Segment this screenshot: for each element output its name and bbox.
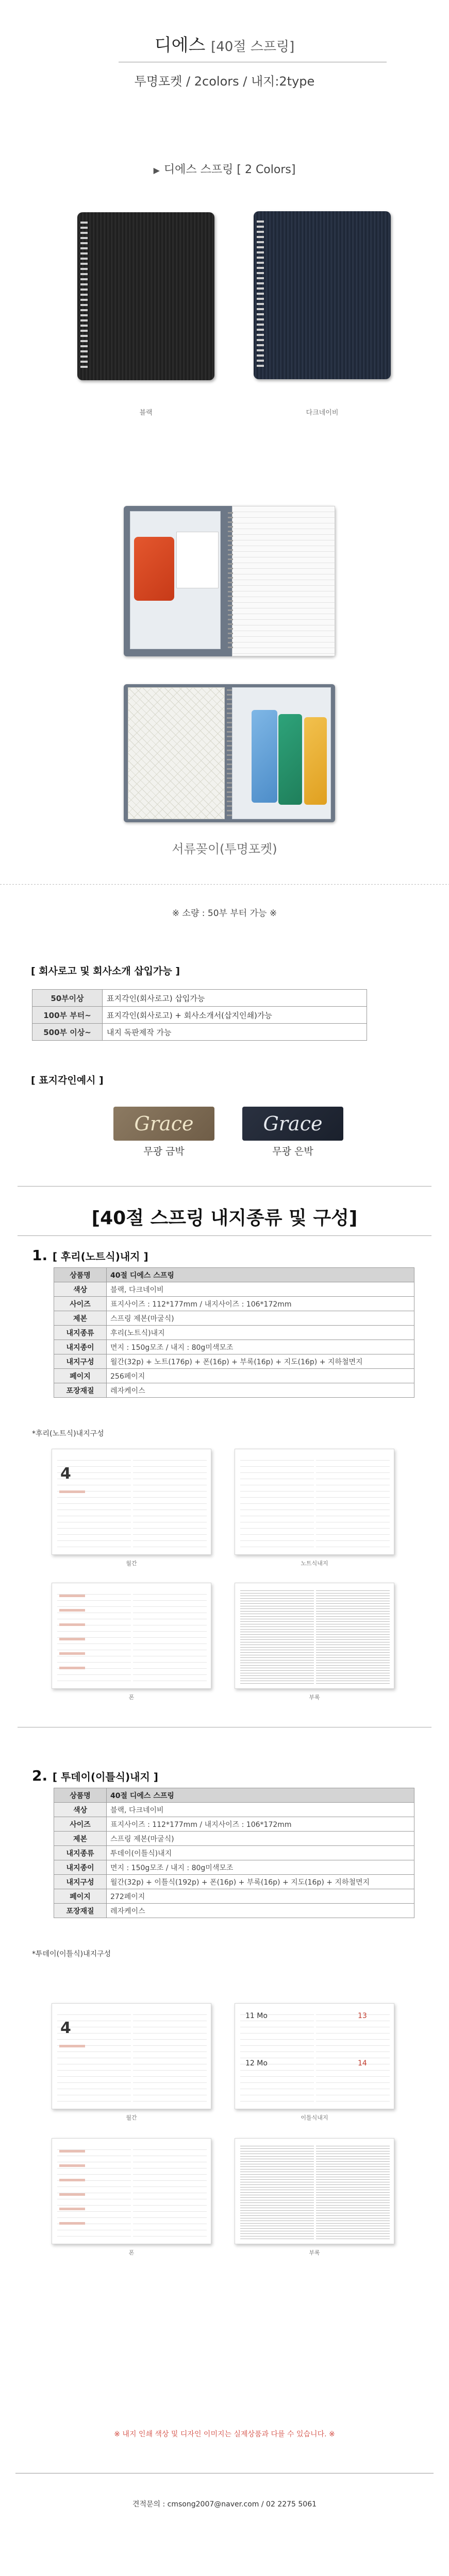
contents-title: [40절 스프링 내지종류 및 구성] — [91, 1208, 358, 1229]
inserted-paper — [176, 532, 219, 588]
spec-value: 월간(32p) + 노트(176p) + 폰(16p) + 부록(16p) + 지도(16p) + 지하철면지 — [107, 1354, 414, 1369]
spiral-binding — [227, 689, 232, 817]
date-label: 13 — [358, 2012, 367, 2020]
spec1-layout-label: *후리(노트식)내지구성 — [32, 1430, 104, 1438]
disclaimer-notice: ※ 내지 인쇄 색상 및 디자인 이미지는 실제상품과 다를 수 있습니다. ※ — [114, 2430, 335, 2438]
spec-key: 내지종류 — [54, 1326, 107, 1340]
spec-key: 내지구성 — [54, 1875, 107, 1889]
spiral-binding — [228, 512, 233, 650]
spec-key: 내지종이 — [54, 1340, 107, 1354]
inserted-card — [134, 537, 174, 601]
spec-value: 표지사이즈 : 112*177mm / 내지사이즈 : 106*172mm — [107, 1297, 414, 1311]
table-row — [32, 1007, 367, 1024]
spec-value: 레자케이스 — [107, 1904, 414, 1918]
product-name: 디에스 — [154, 35, 206, 56]
product-subtitle: 투명포켓 / 2colors / 내지:2type — [134, 74, 315, 89]
month-number: 4 — [60, 2019, 71, 2037]
spec-number: 2. — [32, 1767, 48, 1784]
table-row — [54, 1311, 414, 1326]
spec2-table — [54, 1788, 414, 1918]
spec-value: 블랙, 다크네이비 — [107, 1282, 414, 1297]
spec-key: 색상 — [54, 1282, 107, 1297]
inserted-card — [278, 714, 302, 805]
spec-value: 40절 디에스 스프링 — [107, 1788, 414, 1803]
spec-value: 스프링 제본(마굴식) — [107, 1832, 414, 1846]
spec-key: 페이지 — [54, 1369, 107, 1383]
desc-cell: 내지 독판제작 가능 — [103, 1024, 367, 1041]
spec2-heading — [32, 1767, 158, 1784]
date-label: 14 — [358, 2059, 367, 2067]
spec1-heading — [32, 1247, 148, 1264]
insert-caption: 서류꽂이(투명포켓) — [172, 842, 277, 856]
spec-value: 레자케이스 — [107, 1383, 414, 1398]
spec-name: [ 투데이(이틀식)내지 ] — [52, 1771, 158, 1783]
table-row — [54, 1340, 414, 1354]
table-row — [54, 1297, 414, 1311]
spec-key: 색상 — [54, 1803, 107, 1817]
section-divider — [18, 1235, 431, 1236]
spec-value: 면지 : 150g모조 / 내지 : 80g미색모조 — [107, 1860, 414, 1875]
table-row — [54, 1788, 414, 1803]
qty-cell: 50부이상 — [32, 990, 103, 1007]
logo-section-title: [ 회사로고 및 회사소개 삽입가능 ] — [31, 965, 180, 977]
colors-section-label — [0, 161, 449, 177]
notebook-navy — [254, 211, 391, 379]
notebook-black — [77, 212, 214, 380]
spec-key: 제본 — [54, 1832, 107, 1846]
qty-cell: 500부 이상~ — [32, 1024, 103, 1041]
stamp-section-title: [ 표지각인예시 ] — [31, 1075, 104, 1086]
spec-value: 40절 디에스 스프링 — [107, 1268, 414, 1282]
table-row — [54, 1904, 414, 1918]
table-row — [32, 990, 367, 1007]
table-row — [54, 1282, 414, 1297]
month-number: 4 — [60, 1465, 71, 1483]
gold-stamp-sample: Grace — [113, 1107, 214, 1141]
spec-value: 투데이(이틀식)내지 — [107, 1846, 414, 1860]
pocket-photo-open — [124, 506, 335, 656]
color-name-navy: 다크네이비 — [306, 409, 339, 417]
silver-stamp-sample: Grace — [242, 1107, 343, 1141]
spec-key: 상품명 — [54, 1268, 107, 1282]
spec-value: 월간(32p) + 이틀식(192p) + 폰(16p) + 부록(16p) + 지도(16p) + 지하철면지 — [107, 1875, 414, 1889]
thumb-caption: 부록 — [309, 2249, 320, 2256]
table-row — [54, 1326, 414, 1340]
silver-stamp-label: 무광 은박 — [272, 1146, 313, 1157]
inserted-card — [304, 717, 327, 805]
color-name-black: 블랙 — [139, 409, 153, 417]
thumb-caption: 월간 — [126, 1560, 137, 1567]
spec2-layout-label: *투데이(이틀식)내지구성 — [32, 1950, 111, 1958]
spec-key: 페이지 — [54, 1889, 107, 1904]
table-row — [54, 1875, 414, 1889]
thumb-daily — [235, 2003, 394, 2109]
date-label: 12 Mo — [245, 2059, 268, 2067]
spec-key: 사이즈 — [54, 1297, 107, 1311]
quantity-note: ※ 소량 : 50부 부터 가능 ※ — [172, 908, 277, 919]
table-row — [54, 1832, 414, 1846]
spec-key: 내지구성 — [54, 1354, 107, 1369]
thumb-monthly — [52, 1449, 211, 1555]
table-row — [54, 1268, 414, 1282]
spec-value: 면지 : 150g모조 / 내지 : 80g미색모조 — [107, 1340, 414, 1354]
thumb-caption: 노트식내지 — [301, 1560, 328, 1567]
table-row — [54, 1803, 414, 1817]
logo-options-table — [32, 989, 367, 1041]
spec-value: 256페이지 — [107, 1369, 414, 1383]
table-row — [54, 1383, 414, 1398]
thumb-monthly — [52, 2003, 211, 2109]
table-row — [54, 1889, 414, 1904]
thumb-caption: 월간 — [126, 2114, 137, 2121]
thumb-caption: 폰 — [128, 1694, 135, 1701]
page-title — [0, 31, 449, 56]
triangle-right-icon: ▶ — [153, 165, 160, 175]
date-label: 11 Mo — [245, 2012, 268, 2020]
spec-value: 표지사이즈 : 112*177mm / 내지사이즈 : 106*172mm — [107, 1817, 414, 1832]
table-row — [32, 1024, 367, 1041]
spec-key: 포장재질 — [54, 1383, 107, 1398]
desc-cell: 표지각인(회사로고) + 회사소개서(삽지인쇄)가능 — [103, 1007, 367, 1024]
thumb-caption: 이틀식내지 — [301, 2114, 328, 2121]
thumb-phone — [52, 1583, 211, 1689]
spec-name: [ 후리(노트식)내지 ] — [52, 1250, 148, 1263]
contact-info: 견적문의 : cmsong2007@naver.com / 02 2275 5061 — [132, 2500, 317, 2509]
thumb-note — [235, 1449, 394, 1555]
qty-cell: 100부 부터~ — [32, 1007, 103, 1024]
spec1-table — [54, 1267, 414, 1398]
spec-value: 스프링 제본(마굴식) — [107, 1311, 414, 1326]
thumb-caption: 부록 — [309, 1694, 320, 1701]
spiral-binding — [257, 221, 264, 370]
spec-key: 내지종이 — [54, 1860, 107, 1875]
colors-label-text: 디에스 스프링 [ 2 Colors] — [163, 163, 296, 176]
spec-key: 사이즈 — [54, 1817, 107, 1832]
pocket-photo-cards — [124, 684, 335, 822]
spiral-binding — [80, 222, 88, 371]
spec-number: 1. — [32, 1247, 48, 1264]
spec-key: 내지종류 — [54, 1846, 107, 1860]
product-type: [40절 스프링] — [211, 39, 295, 55]
thumb-phone — [52, 2138, 211, 2244]
spec-key: 포장재질 — [54, 1904, 107, 1918]
dotted-divider — [0, 884, 449, 885]
spec-value: 272페이지 — [107, 1889, 414, 1904]
spec-key: 상품명 — [54, 1788, 107, 1803]
spec-key: 제본 — [54, 1311, 107, 1326]
table-row — [54, 1354, 414, 1369]
thumb-caption: 폰 — [128, 2249, 135, 2256]
table-row — [54, 1860, 414, 1875]
spec-value: 후리(노트식)내지 — [107, 1326, 414, 1340]
spec-value: 블랙, 다크네이비 — [107, 1803, 414, 1817]
table-row — [54, 1846, 414, 1860]
table-row — [54, 1817, 414, 1832]
thumb-appendix — [235, 2138, 394, 2244]
section-divider — [18, 1186, 431, 1187]
desc-cell: 표지각인(회사로고) 삽입가능 — [103, 990, 367, 1007]
subway-map-page — [128, 687, 225, 819]
inserted-card — [252, 710, 277, 803]
thumb-appendix — [235, 1583, 394, 1689]
gold-stamp-label: 무광 금박 — [143, 1146, 185, 1157]
table-row — [54, 1369, 414, 1383]
